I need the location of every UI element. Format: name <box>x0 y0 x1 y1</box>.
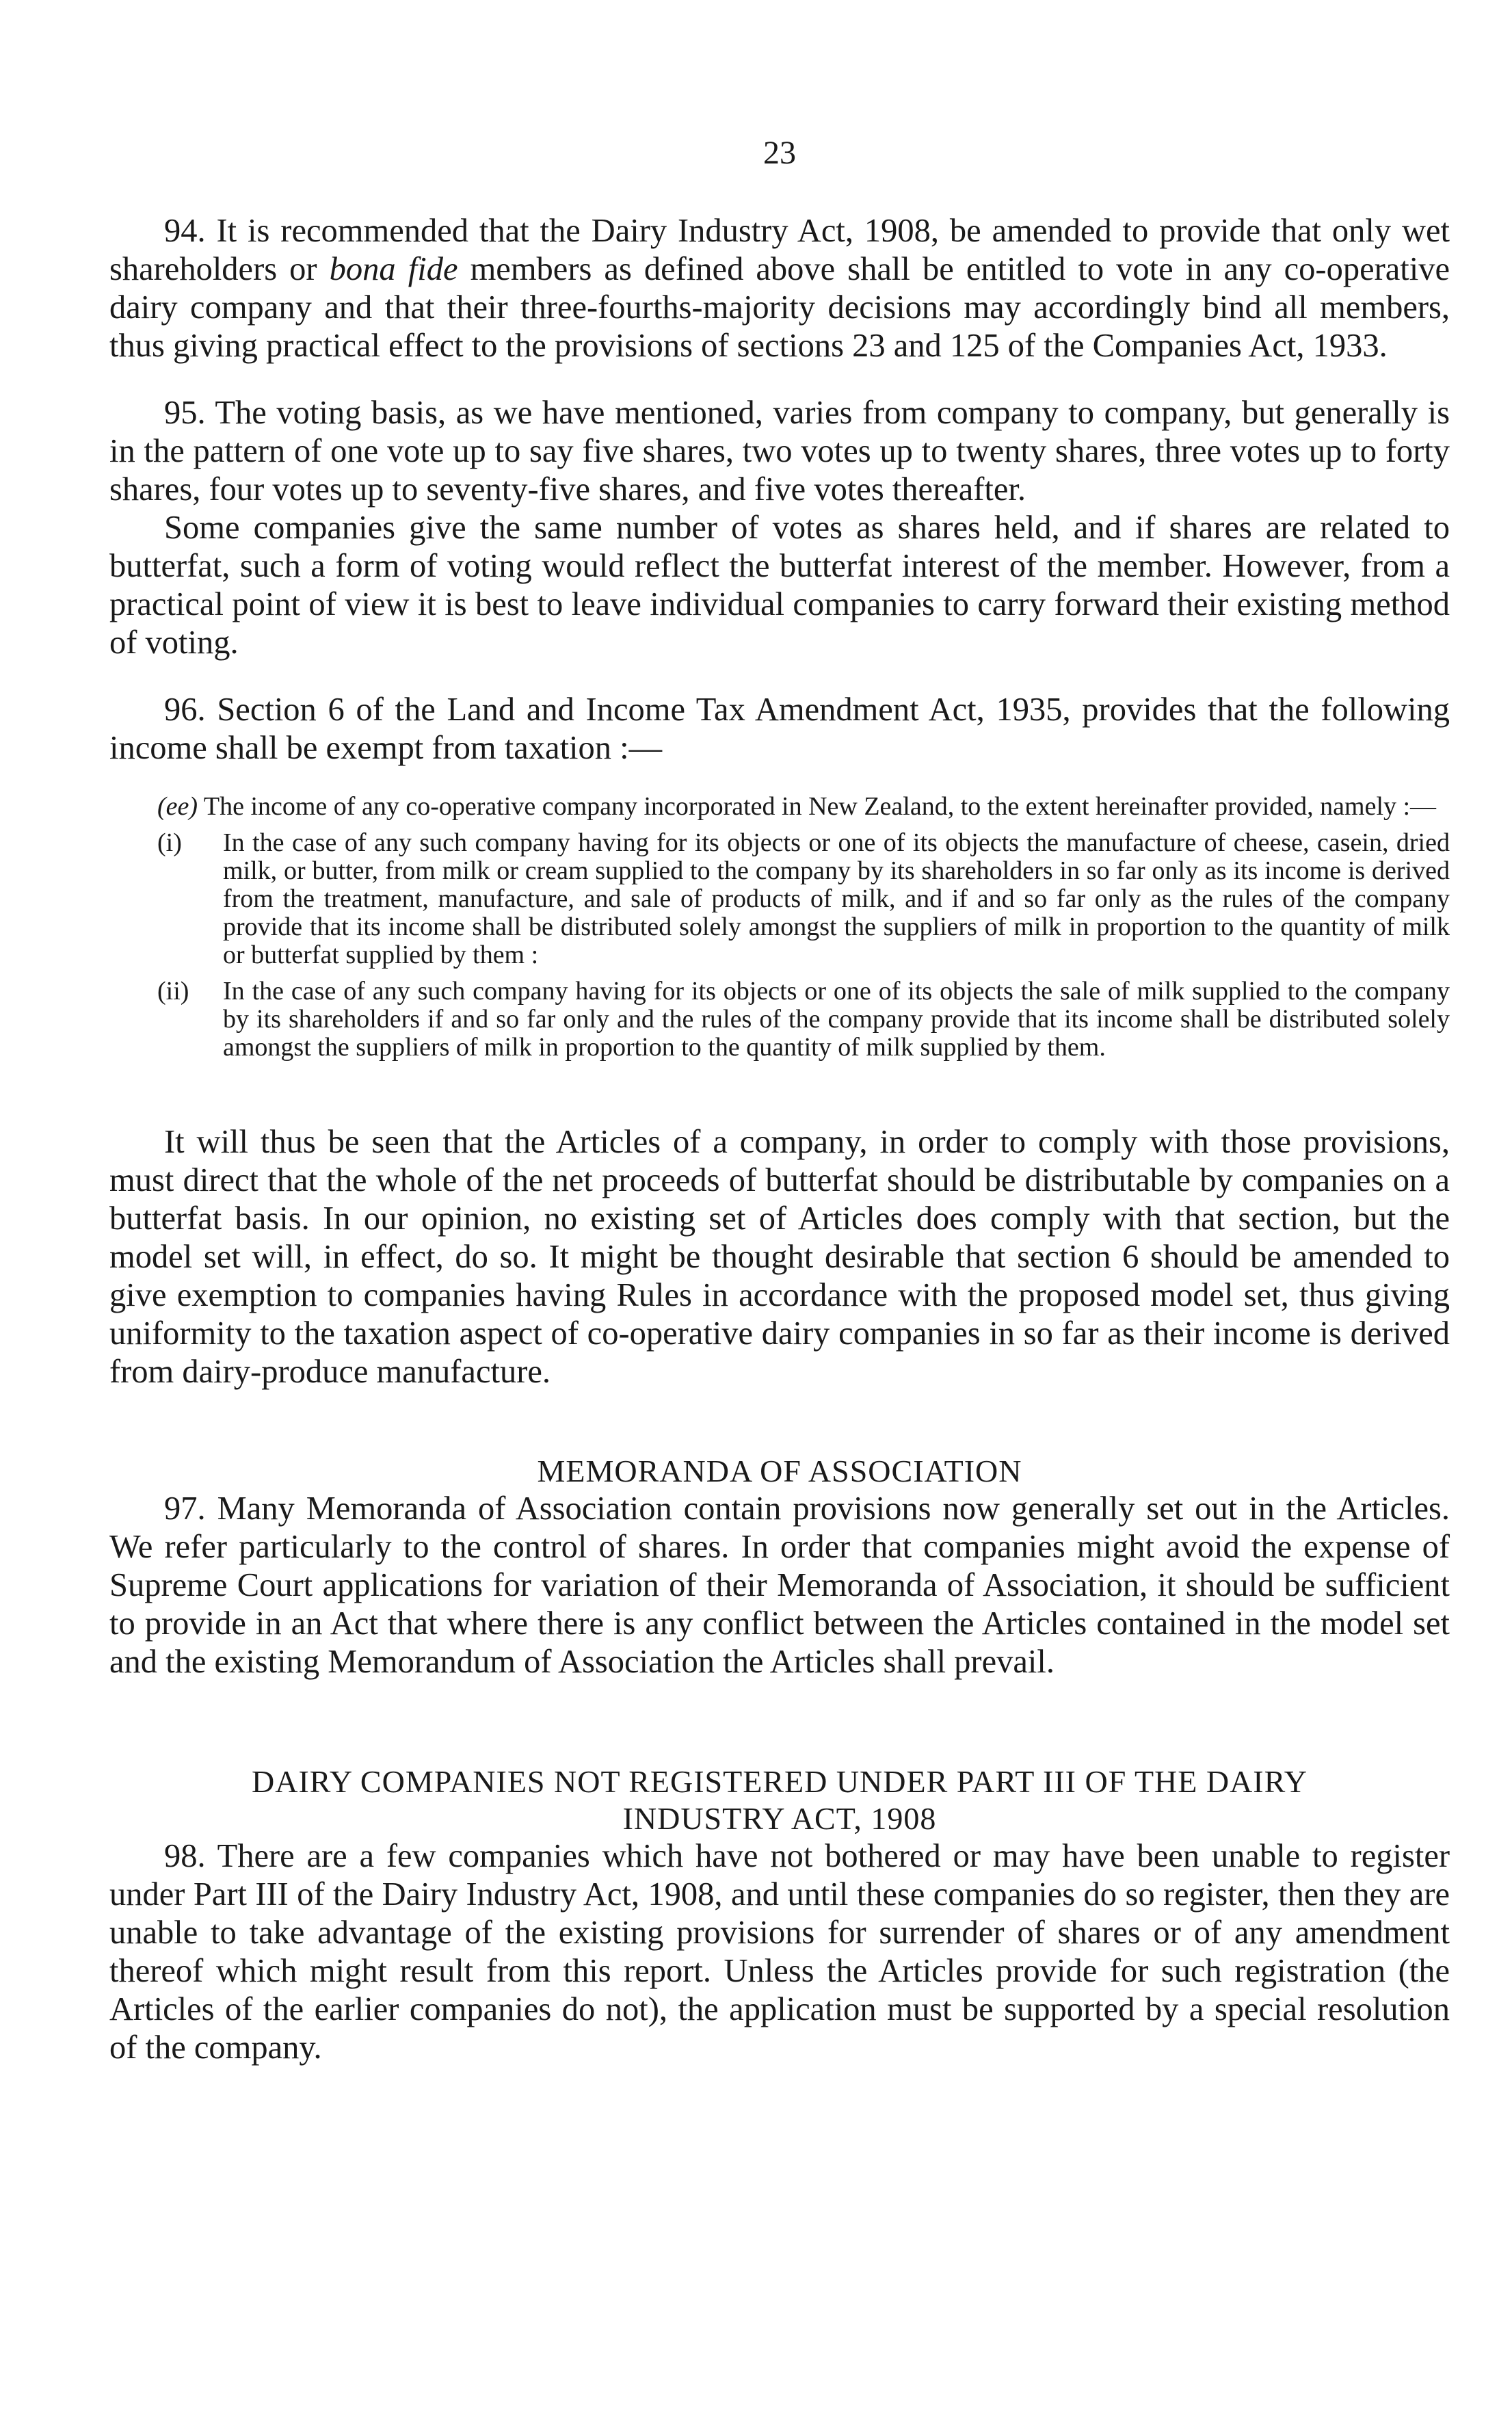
page-body <box>109 212 1450 2067</box>
paragraph-94-text-end: members as defined above shall be entitled to vote in any co-operative dairy company and that their three-fourths-majority decisions may accordingly bind all members, thus giving practical effect to the provisions of sections 23 and 125 of the Companies Act, 1933. <box>109 251 1450 364</box>
paragraph-94-italic-term: bona fide <box>329 251 458 287</box>
section-heading-unregistered-line1: DAIRY COMPANIES NOT REGISTERED UNDER PART III OF THE DAIRY <box>252 1764 1308 1799</box>
paragraph-95: 95. The voting basis, as we have mentioned, varies from company to company, but generally is in the pattern of one vote up to say five shares, two votes up to twenty shares, three votes up to forty shares, four votes up to seventy-five shares, and five votes thereafter. <box>109 395 1450 508</box>
paragraph-94 <box>109 212 1450 365</box>
statute-quote-intro-text: The income of any co-operative company incorporated in New Zealand, to the extent hereinafter provided, namely :— <box>203 792 1437 821</box>
statute-item-text: In the case of any such company having for its objects or one of its objects the sale of milk supplied to the company by its shareholders if and so far only and the rules of the company provide that its income shall be distributed solely amongst the suppliers of milk in proportion to the quantity of milk supplied by them. <box>223 977 1450 1062</box>
paragraph-97: 97. Many Memoranda of Association contain provisions now generally set out in the Articles. We refer particularly to the control of shares. In order that companies might avoid the expense of Supreme Court applications for variation of their Memoranda of Association, it should be sufficient to provide in an Act that where there is any conflict between the Articles contained in the model set and the existing Memorandum of Association the Articles shall prevail. <box>109 1490 1450 1680</box>
statute-item-label: (i) <box>157 828 182 857</box>
page-number: 23 <box>763 135 796 171</box>
section-heading-memoranda: MEMORANDA OF ASSOCIATION <box>537 1454 1022 1488</box>
statute-quote-item <box>109 829 1450 969</box>
paragraph-94-text-start: 94. It is recommended that the Dairy Industry Act, 1908, be amended to provide that only wet shareholders or <box>109 213 1450 287</box>
paragraph-95-continuation: Some companies give the same number of votes as shares held, and if shares are related to butterfat, such a form of voting would reflect the butterfat interest of the member. However, from a practical point of view it is best to leave individual companies to carry forward their existing method of voting. <box>109 510 1450 661</box>
statute-quote-intro <box>109 792 1450 821</box>
paragraph-98: 98. There are a few companies which have not bothered or may have been unable to register under Part III of the Dairy Industry Act, 1908, and until these companies do so register, then they are unable to take advantage of the existing provisions for surrender of shares or of any amendment thereof which might result from this report. Unless the Articles provide for such registration (the Articles of the earlier companies do not), the application must be supported by a special resolution of the company. <box>109 1838 1450 2066</box>
statute-item-text: In the case of any such company having for its objects or one of its objects the manufacture of cheese, casein, dried milk, or butter, from milk or cream supplied to the company by its shareholders in so far only as its income is derived from the treatment, manufacture, and sale of products of milk, and if and so far only as the rules of the company provide that its income shall be distributed solely amongst the suppliers of milk in proportion to the quantity of milk or butterfat supplied by them : <box>223 828 1450 969</box>
statute-item-label: (ii) <box>157 977 189 1006</box>
paragraph-96: 96. Section 6 of the Land and Income Tax Amendment Act, 1935, provides that the following income shall be exempt from taxation :— <box>109 692 1450 766</box>
statute-quote-label: (ee) <box>157 792 198 821</box>
statute-quote-item <box>109 977 1450 1062</box>
paragraph-96-commentary: It will thus be seen that the Articles of a company, in order to comply with those provisions, must direct that the whole of the net proceeds of butterfat should be distributable by companies on a butterfat basis. In our opinion, no existing set of Articles does comply with that section, but the model set will, in effect, do so. It might be thought desirable that section 6 should be amended to give exemption to companies having Rules in accordance with the proposed model set, thus giving uniformity to the taxation aspect of co-operative dairy companies in so far as their income is derived from dairy-produce manufacture. <box>109 1124 1450 1390</box>
section-heading-unregistered-line2: INDUSTRY ACT, 1908 <box>622 1801 937 1836</box>
